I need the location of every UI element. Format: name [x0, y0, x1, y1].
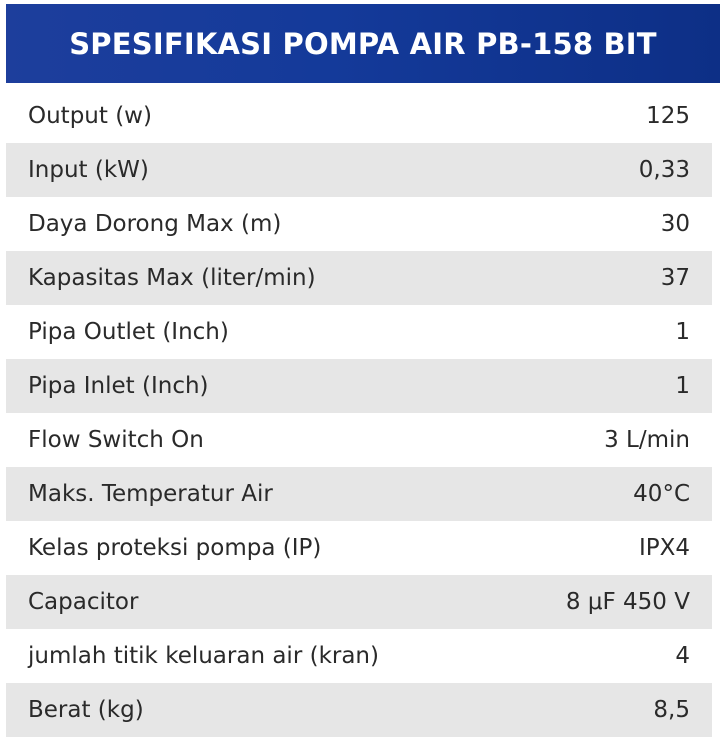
row-value: 30 [660, 211, 690, 237]
row-value: 8 μF 450 V [565, 589, 690, 615]
row-value: 3 L/min [604, 427, 690, 453]
row-value: 1 [675, 319, 690, 345]
table-row [6, 197, 712, 251]
row-label: Daya Dorong Max (m) [28, 211, 282, 237]
row-label: Capacitor [28, 589, 139, 615]
row-label: Kapasitas Max (liter/min) [28, 265, 316, 291]
table-row [6, 629, 712, 683]
row-label: jumlah titik keluaran air (kran) [28, 643, 379, 669]
table-row [6, 575, 712, 629]
row-value: 40°C [633, 481, 690, 507]
row-label: Output (w) [28, 103, 152, 129]
table-row [6, 143, 712, 197]
row-label: Berat (kg) [28, 697, 144, 723]
table-row [6, 251, 712, 305]
title-banner [6, 4, 720, 83]
spec-table [6, 89, 712, 737]
row-value: 125 [646, 103, 690, 129]
table-row [6, 683, 712, 737]
table-row [6, 521, 712, 575]
row-value: 4 [675, 643, 690, 669]
table-row [6, 359, 712, 413]
row-label: Input (kW) [28, 157, 149, 183]
row-value: 37 [660, 265, 690, 291]
row-label: Kelas proteksi pompa (IP) [28, 535, 322, 561]
row-value: IPX4 [638, 535, 690, 561]
row-value: 1 [675, 373, 690, 399]
row-value: 0,33 [638, 157, 690, 183]
table-row [6, 89, 712, 143]
row-label: Pipa Inlet (Inch) [28, 373, 209, 399]
row-label: Maks. Temperatur Air [28, 481, 273, 507]
page-title: SPESIFIKASI POMPA AIR PB-158 BIT [69, 26, 657, 61]
table-row [6, 413, 712, 467]
table-row [6, 467, 712, 521]
row-label: Pipa Outlet (Inch) [28, 319, 229, 345]
row-value: 8,5 [653, 697, 690, 723]
row-label: Flow Switch On [28, 427, 204, 453]
table-row [6, 305, 712, 359]
